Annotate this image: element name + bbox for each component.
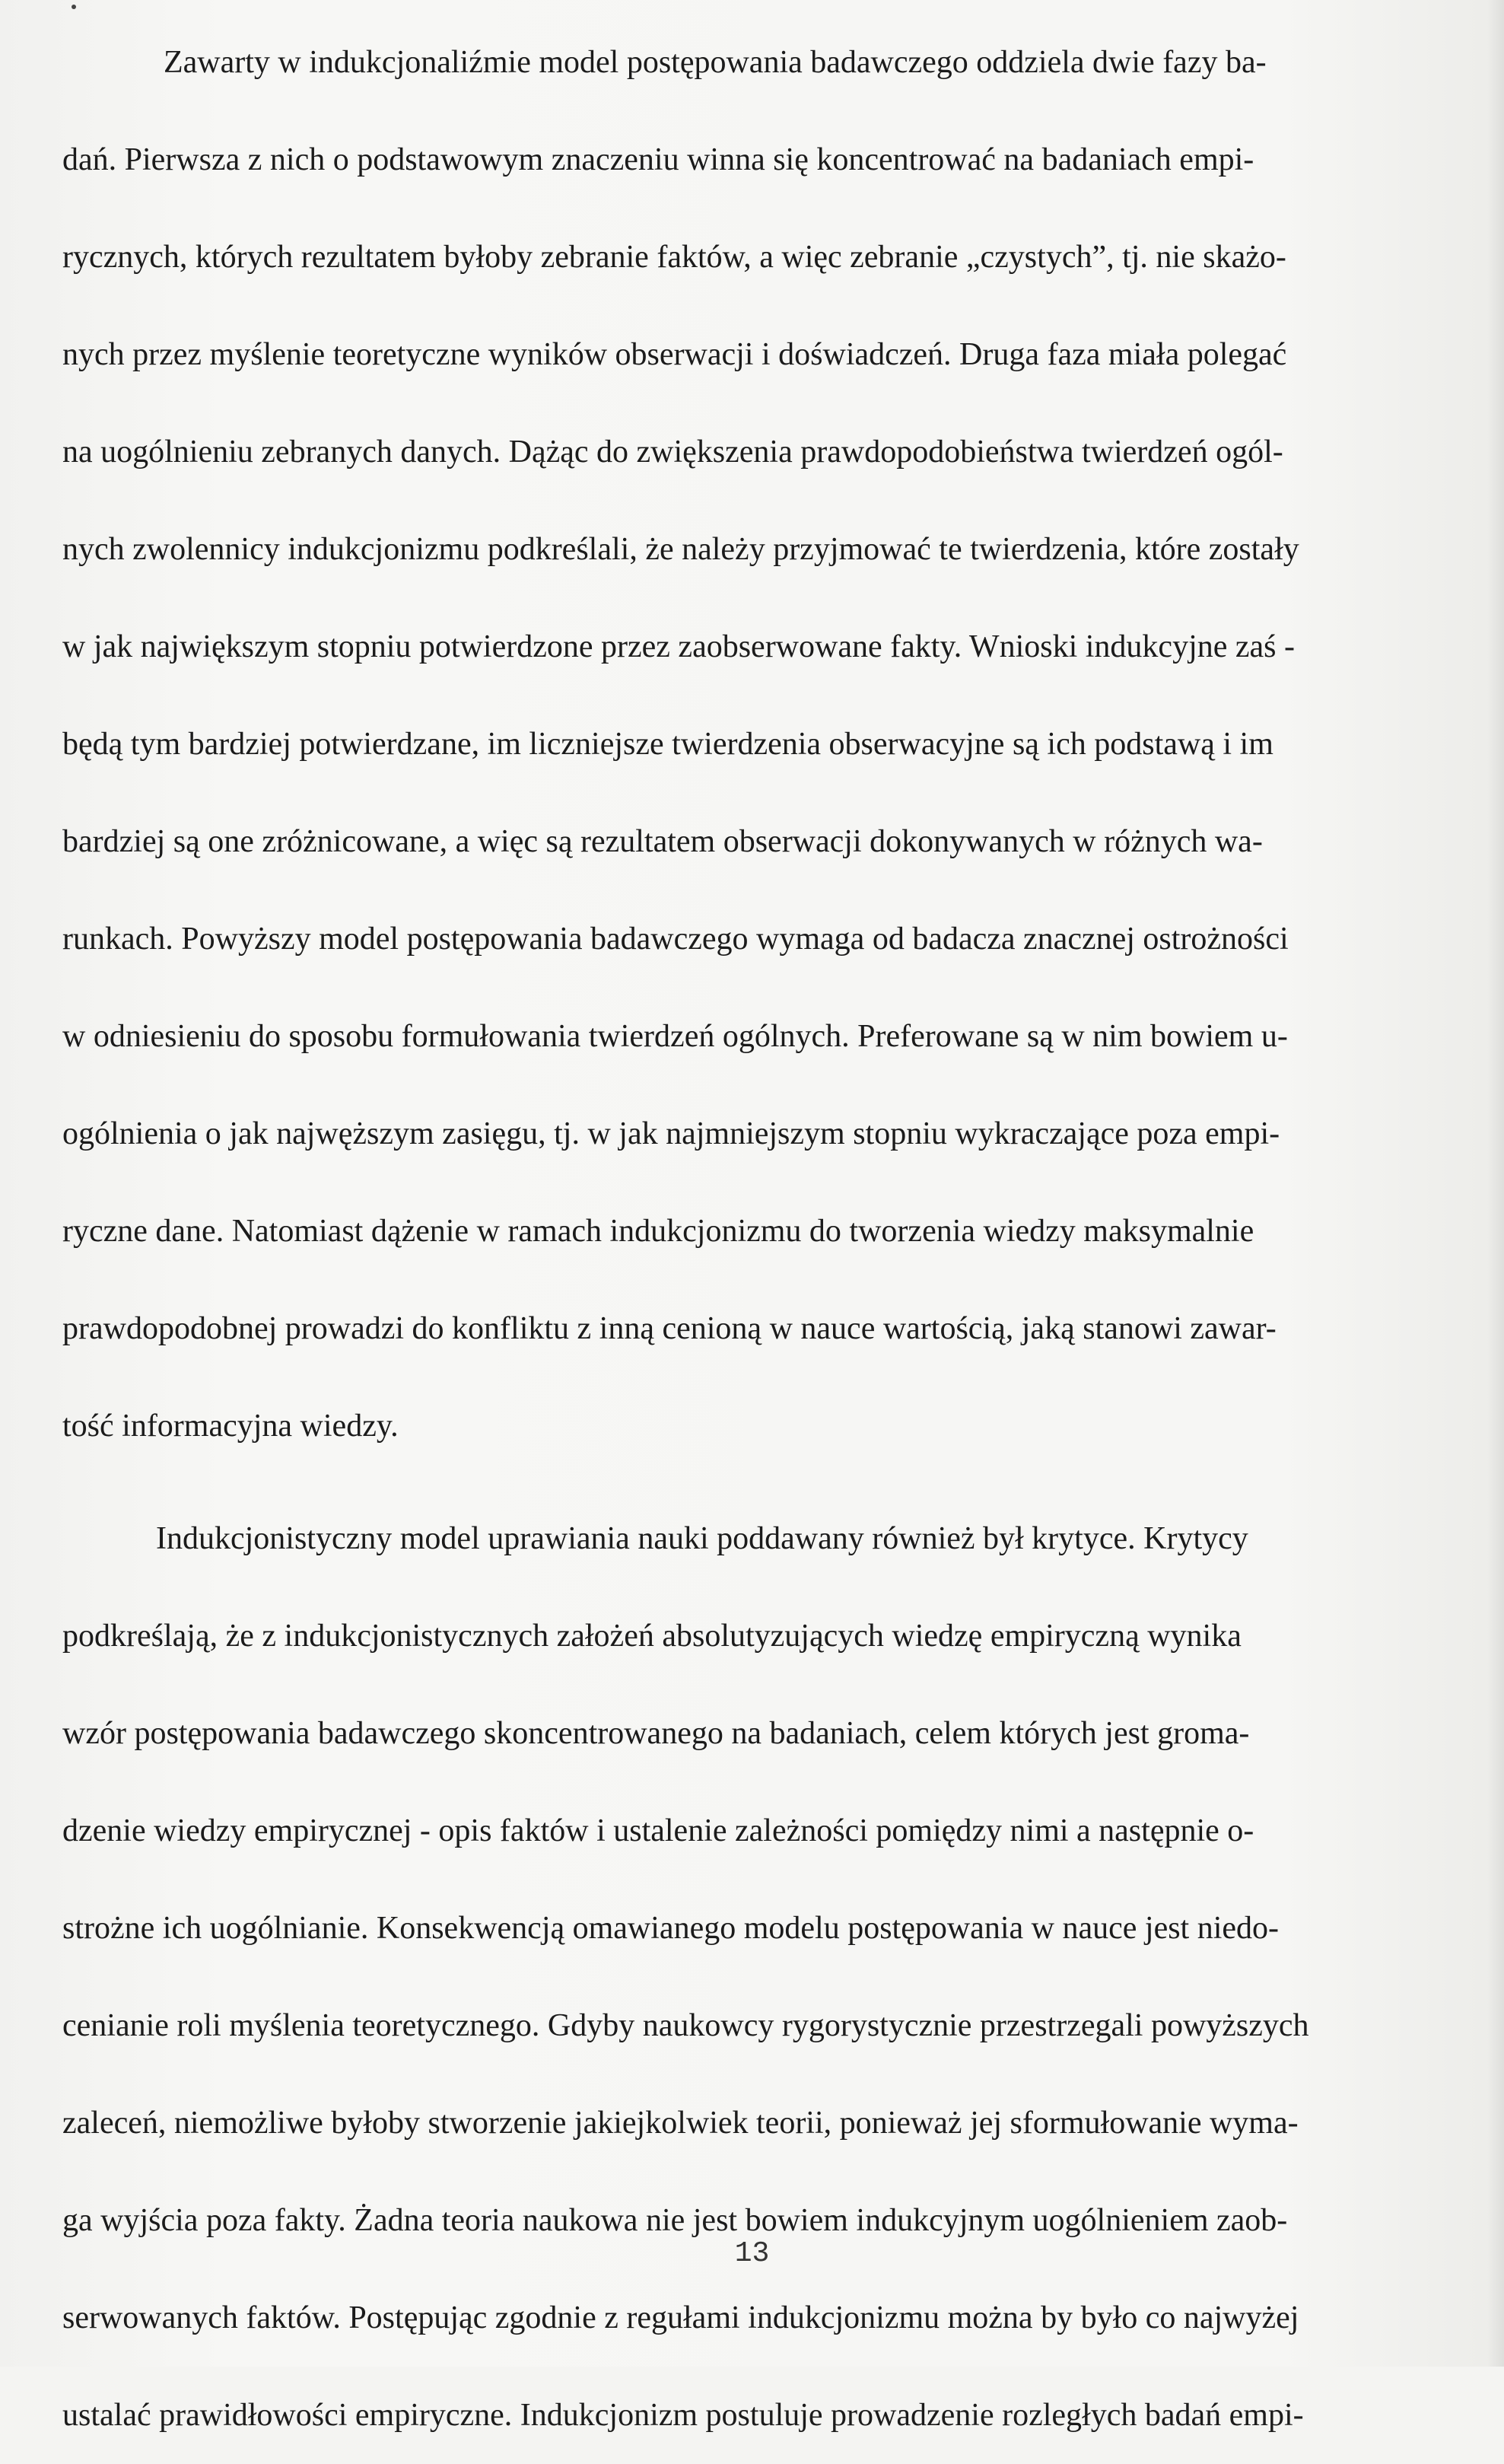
text-line: Indukcjonistyczny model uprawiania nauki poddawany również był krytyce. Krytycy bbox=[156, 1521, 1248, 1556]
text-line: ustalać prawidłowości empiryczne. Indukcjonizm postuluje prowadzenie rozległych badań empi- bbox=[62, 2398, 1304, 2433]
scan-edge-shadow bbox=[1487, 0, 1504, 2367]
scan-speck bbox=[72, 5, 76, 9]
text-line: strożne ich uogólnianie. Konsekwencją omawianego modelu postępowania w nauce jest niedo- bbox=[62, 1911, 1280, 1946]
text-line: ga wyjścia poza fakty. Żadna teoria naukowa nie jest bowiem indukcyjnym uogólnieniem zaob- bbox=[62, 2203, 1288, 2238]
text-line: w odniesieniu do sposobu formułowania twierdzeń ogólnych. Preferowane są w nim bowiem u- bbox=[62, 1019, 1288, 1054]
page-number: 13 bbox=[734, 2237, 770, 2270]
text-line: tość informacyjna wiedzy. bbox=[62, 1409, 399, 1444]
text-line: wzór postępowania badawczego skoncentrowanego na badaniach, celem których jest groma- bbox=[62, 1716, 1250, 1751]
body-text bbox=[62, 14, 1448, 2464]
text-line: nych zwolennicy indukcjonizmu podkreślali, że należy przyjmować te twierdzenia, które zostały bbox=[62, 532, 1299, 567]
text-line: ryczne dane. Natomiast dążenie w ramach indukcjonizmu do tworzenia wiedzy maksymalnie bbox=[62, 1214, 1254, 1249]
text-line: podkreślają, że z indukcjonistycznych założeń absolutyzujących wiedzę empiryczną wynika bbox=[62, 1619, 1242, 1654]
text-line: rycznych, których rezultatem byłoby zebranie faktów, a więc zebranie „czystych”, tj. nie skażo- bbox=[62, 240, 1286, 275]
text-line: cenianie roli myślenia teoretycznego. Gdyby naukowcy rygorystycznie przestrzegali powyższych bbox=[62, 2008, 1309, 2043]
text-line: dzenie wiedzy empirycznej - opis faktów i ustalenie zależności pomiędzy nimi a następnie o- bbox=[62, 1813, 1254, 1848]
text-line: ogólnienia o jak najwęższym zasięgu, tj. w jak najmniejszym stopniu wykraczające poza empi- bbox=[62, 1116, 1280, 1151]
text-line: prawdopodobnej prowadzi do konfliktu z inną cenioną w nauce wartością, jaką stanowi zawar- bbox=[62, 1311, 1277, 1346]
text-line: nych przez myślenie teoretyczne wyników obserwacji i doświadczeń. Druga faza miała polegać bbox=[62, 337, 1287, 372]
text-line: będą tym bardziej potwierdzane, im liczniejsze twierdzenia obserwacyjne są ich podstawą i im bbox=[62, 727, 1273, 762]
text-line: bardziej są one zróżnicowane, a więc są rezultatem obserwacji dokonywanych w różnych wa- bbox=[62, 824, 1263, 859]
text-line: w jak największym stopniu potwierdzone przez zaobserwowane fakty. Wnioski indukcyjne zaś - bbox=[62, 629, 1295, 664]
text-line: na uogólnieniu zebranych danych. Dążąc do zwiększenia prawdopodobieństwa twierdzeń ogól- bbox=[62, 435, 1283, 470]
text-line: serwowanych faktów. Postępując zgodnie z regułami indukcjonizmu można by było co najwyżej bbox=[62, 2300, 1299, 2335]
text-line: dań. Pierwsza z nich o podstawowym znaczeniu winna się koncentrować na badaniach empi- bbox=[62, 142, 1254, 177]
text-line: Zawarty w indukcjonaliźmie model postępowania badawczego oddziela dwie fazy ba- bbox=[164, 45, 1267, 80]
text-line: runkach. Powyższy model postępowania badawczego wymaga od badacza znacznej ostrożności bbox=[62, 922, 1289, 957]
text-line: zaleceń, niemożliwe byłoby stworzenie jakiejkolwiek teorii, ponieważ jej sformułowanie wyma- bbox=[62, 2106, 1299, 2141]
